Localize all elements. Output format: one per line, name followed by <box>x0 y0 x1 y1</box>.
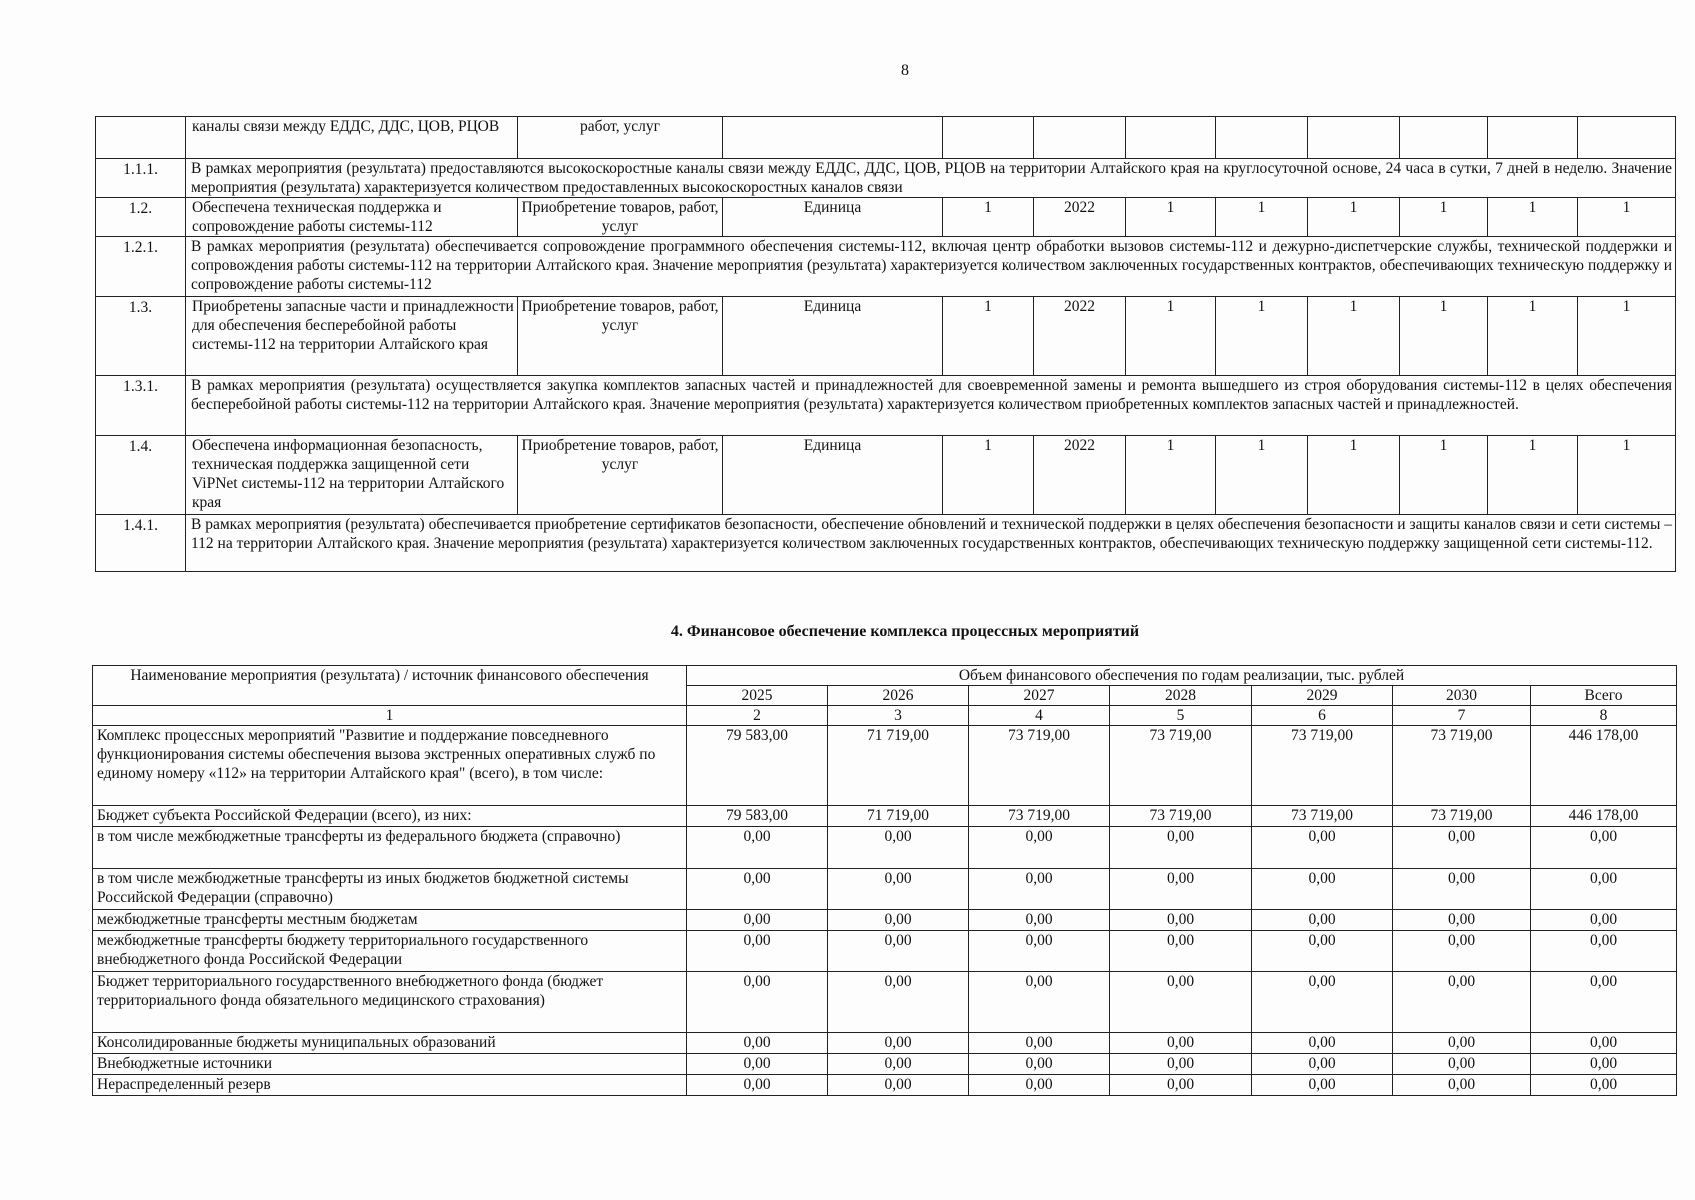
finance-value: 0,00 <box>969 827 1110 869</box>
finance-source: Консолидированные бюджеты муниципальных образований <box>93 1033 687 1054</box>
table-row <box>96 237 1676 297</box>
finance-value: 0,00 <box>969 1075 1110 1096</box>
finance-value: 0,00 <box>969 869 1110 910</box>
finance-source: межбюджетные трансферты бюджету территориального государственного внебюджетного фонда Российской Федерации <box>93 931 687 972</box>
finance-value: 446 178,00 <box>1531 726 1677 806</box>
finance-source: Нераспределенный резерв <box>93 1075 687 1096</box>
finance-value: 71 719,00 <box>828 806 969 827</box>
finance-value: 0,00 <box>1393 931 1531 972</box>
year-header: 2027 <box>969 686 1110 706</box>
row-description: В рамках мероприятия (результата) обеспечивается сопровождение программного обеспечения системы-112, включая центр обработки вызовов системы-112 и дежурно-диспетчерские службы, технической поддержки и сопровождения работы системы-112 на территории Алтайского края. Значение мероприятия (результата) характеризуется количеством заключенных государственных контрактов, обеспечивающих техническую поддержку и сопровождение работы системы-112 <box>186 237 1676 297</box>
finance-source: Бюджет субъекта Российской Федерации (всего), из них: <box>93 806 687 827</box>
finance-value: 0,00 <box>1531 1033 1677 1054</box>
finance-value: 0,00 <box>1110 931 1252 972</box>
finance-value: 0,00 <box>1252 827 1393 869</box>
finance-value: 0,00 <box>1393 869 1531 910</box>
finance-value: 0,00 <box>828 1075 969 1096</box>
finance-value: 0,00 <box>1110 827 1252 869</box>
finance-row <box>93 910 1677 931</box>
finance-value: 0,00 <box>687 1075 828 1096</box>
row-value <box>1308 117 1400 159</box>
finance-value: 0,00 <box>969 931 1110 972</box>
finance-value: 0,00 <box>1110 1054 1252 1075</box>
finance-value: 0,00 <box>687 1033 828 1054</box>
finance-row <box>93 972 1677 1033</box>
table-row <box>96 436 1676 515</box>
finance-value: 0,00 <box>969 1054 1110 1075</box>
finance-value: 0,00 <box>1393 1054 1531 1075</box>
row-type: Приобретение товаров, работ, услуг <box>518 436 723 515</box>
finance-value: 0,00 <box>687 910 828 931</box>
row-name: каналы связи между ЕДДС, ДДС, ЦОВ, РЦОВ <box>186 117 518 159</box>
finance-source: Комплекс процессных мероприятий "Развитие и поддержание повседневного функционирования системы обеспечения вызова экстренных оперативных служб по единому номеру «112» на территории Алтайского края" (всего), в том числе: <box>93 726 687 806</box>
row-value <box>1488 117 1578 159</box>
row-value: 1 <box>1578 436 1676 515</box>
row-value <box>1400 117 1488 159</box>
finance-value: 0,00 <box>1531 1054 1677 1075</box>
finance-value: 79 583,00 <box>687 806 828 827</box>
row-value: 1 <box>1126 436 1216 515</box>
finance-value: 0,00 <box>1252 910 1393 931</box>
row-base-year: 2022 <box>1034 297 1126 376</box>
row-value: 1 <box>1488 436 1578 515</box>
row-base-year: 2022 <box>1034 436 1126 515</box>
finance-value: 0,00 <box>1110 1033 1252 1054</box>
finance-value: 0,00 <box>1252 1054 1393 1075</box>
row-base-value <box>943 117 1034 159</box>
page-number: 8 <box>901 62 909 79</box>
finance-value: 0,00 <box>828 972 969 1033</box>
column-number: 1 <box>93 706 687 726</box>
row-description: В рамках мероприятия (результата) обеспечивается приобретение сертификатов безопасности, обеспечение обновлений и технической поддержки в целях обеспечения безопасности и защиты каналов связи и сети системы – 112 на территории Алтайского края. Значение мероприятия (результата) характеризуется количеством заключенных государственных контрактов, обеспечивающих техническую поддержку защищенной сети системы-112. <box>186 515 1676 572</box>
finance-value: 0,00 <box>1252 1033 1393 1054</box>
finance-row <box>93 931 1677 972</box>
finance-value: 0,00 <box>1531 972 1677 1033</box>
row-number: 1.2. <box>96 198 186 237</box>
finance-value: 0,00 <box>1393 1075 1531 1096</box>
header-volume: Объем финансового обеспечения по годам реализации, тыс. рублей <box>687 666 1677 686</box>
row-number <box>96 117 186 159</box>
row-base-value: 1 <box>943 436 1034 515</box>
finance-value: 0,00 <box>1110 972 1252 1033</box>
column-number: 6 <box>1252 706 1393 726</box>
finance-source: Внебюджетные источники <box>93 1054 687 1075</box>
finance-value: 0,00 <box>1252 1075 1393 1096</box>
row-unit <box>723 117 943 159</box>
finance-value: 73 719,00 <box>1252 806 1393 827</box>
row-number: 1.1.1. <box>96 159 186 198</box>
year-header: Всего <box>1531 686 1677 706</box>
row-value: 1 <box>1578 198 1676 237</box>
row-name: Обеспечена техническая поддержка и сопровождение работы системы-112 <box>186 198 518 237</box>
finance-value: 0,00 <box>969 1033 1110 1054</box>
table-row <box>96 297 1676 376</box>
row-value: 1 <box>1216 297 1308 376</box>
finance-value: 73 719,00 <box>969 726 1110 806</box>
finance-value: 0,00 <box>828 931 969 972</box>
row-unit: Единица <box>723 198 943 237</box>
finance-value: 0,00 <box>687 972 828 1033</box>
finance-value: 0,00 <box>1531 931 1677 972</box>
year-header: 2026 <box>828 686 969 706</box>
activities-table <box>95 116 1676 572</box>
finance-value: 446 178,00 <box>1531 806 1677 827</box>
row-base-year: 2022 <box>1034 198 1126 237</box>
row-value: 1 <box>1488 198 1578 237</box>
finance-value: 0,00 <box>1252 869 1393 910</box>
row-value <box>1216 117 1308 159</box>
table-row <box>96 117 1676 159</box>
row-value: 1 <box>1216 436 1308 515</box>
finance-value: 0,00 <box>1252 931 1393 972</box>
row-value: 1 <box>1216 198 1308 237</box>
finance-value: 0,00 <box>969 972 1110 1033</box>
finance-value: 0,00 <box>969 910 1110 931</box>
row-value <box>1126 117 1216 159</box>
finance-value: 0,00 <box>828 1033 969 1054</box>
finance-row <box>93 1075 1677 1096</box>
row-unit: Единица <box>723 297 943 376</box>
row-name: Обеспечена информационная безопасность, техническая поддержка защищенной сети ViPNet системы-112 на территории Алтайского края <box>186 436 518 515</box>
finance-value: 73 719,00 <box>969 806 1110 827</box>
finance-value: 0,00 <box>1110 910 1252 931</box>
row-base-value: 1 <box>943 198 1034 237</box>
finance-value: 0,00 <box>687 869 828 910</box>
finance-source: в том числе межбюджетные трансферты из иных бюджетов бюджетной системы Российской Федерации (справочно) <box>93 869 687 910</box>
column-number: 4 <box>969 706 1110 726</box>
finance-value: 0,00 <box>1531 869 1677 910</box>
row-value: 1 <box>1400 436 1488 515</box>
finance-source: межбюджетные трансферты местным бюджетам <box>93 910 687 931</box>
finance-value: 0,00 <box>1531 827 1677 869</box>
finance-value: 0,00 <box>687 827 828 869</box>
row-number: 1.4. <box>96 436 186 515</box>
finance-value: 73 719,00 <box>1252 726 1393 806</box>
row-type: Приобретение товаров, работ, услуг <box>518 297 723 376</box>
finance-row <box>93 806 1677 827</box>
row-value: 1 <box>1400 198 1488 237</box>
finance-source: Бюджет территориального государственного внебюджетного фонда (бюджет территориального фонда обязательного медицинского страхования) <box>93 972 687 1033</box>
row-number: 1.2.1. <box>96 237 186 297</box>
row-value: 1 <box>1308 436 1400 515</box>
row-value: 1 <box>1308 198 1400 237</box>
finance-value: 73 719,00 <box>1393 806 1531 827</box>
finance-table <box>92 665 1677 1096</box>
finance-value: 71 719,00 <box>828 726 969 806</box>
table-row <box>96 376 1676 436</box>
column-number: 8 <box>1531 706 1677 726</box>
row-type: Приобретение товаров, работ, услуг <box>518 198 723 237</box>
finance-value: 73 719,00 <box>1110 726 1252 806</box>
finance-value: 0,00 <box>1531 1075 1677 1096</box>
finance-value: 0,00 <box>828 827 969 869</box>
row-name: Приобретены запасные части и принадлежности для обеспечения бесперебойной работы системы-112 на территории Алтайского края <box>186 297 518 376</box>
year-header: 2028 <box>1110 686 1252 706</box>
row-base-year <box>1034 117 1126 159</box>
finance-row <box>93 827 1677 869</box>
row-type: работ, услуг <box>518 117 723 159</box>
table-row <box>96 159 1676 198</box>
finance-value: 73 719,00 <box>1393 726 1531 806</box>
finance-value: 0,00 <box>828 910 969 931</box>
row-description: В рамках мероприятия (результата) осуществляется закупка комплектов запасных частей и принадлежностей для своевременной замены и ремонта вышедшего из строя оборудования системы-112 в целях обеспечения бесперебойной работы системы-112 на территории Алтайского края. Значение мероприятия (результата) характеризуется количеством приобретенных комплектов запасных частей и принадлежностей. <box>186 376 1676 436</box>
finance-value: 0,00 <box>828 1054 969 1075</box>
finance-value: 0,00 <box>1393 1033 1531 1054</box>
finance-value: 0,00 <box>1110 869 1252 910</box>
column-number: 5 <box>1110 706 1252 726</box>
year-header: 2025 <box>687 686 828 706</box>
finance-value: 0,00 <box>687 1054 828 1075</box>
section-title: 4. Финансовое обеспечение комплекса процессных мероприятий <box>670 623 1140 640</box>
finance-source: в том числе межбюджетные трансферты из федерального бюджета (справочно) <box>93 827 687 869</box>
column-number: 2 <box>687 706 828 726</box>
row-value: 1 <box>1308 297 1400 376</box>
finance-row <box>93 726 1677 806</box>
row-unit: Единица <box>723 436 943 515</box>
table-row <box>96 515 1676 572</box>
finance-row <box>93 1054 1677 1075</box>
year-header: 2030 <box>1393 686 1531 706</box>
finance-value: 0,00 <box>1393 972 1531 1033</box>
row-value: 1 <box>1578 297 1676 376</box>
finance-value: 0,00 <box>1252 972 1393 1033</box>
finance-value: 0,00 <box>1531 910 1677 931</box>
column-number: 7 <box>1393 706 1531 726</box>
row-base-value: 1 <box>943 297 1034 376</box>
finance-value: 79 583,00 <box>687 726 828 806</box>
finance-value: 0,00 <box>1393 827 1531 869</box>
finance-row <box>93 1033 1677 1054</box>
row-value: 1 <box>1126 297 1216 376</box>
column-number: 3 <box>828 706 969 726</box>
row-value <box>1578 117 1676 159</box>
row-number: 1.3. <box>96 297 186 376</box>
row-value: 1 <box>1126 198 1216 237</box>
table-row <box>96 198 1676 237</box>
row-description: В рамках мероприятия (результата) предоставляются высокоскоростные каналы связи между ЕДДС, ДДС, ЦОВ, РЦОВ на территории Алтайского края на круглосуточной основе, 24 часа в сутки, 7 дней в неделю. Значение мероприятия (результата) характеризуется количеством предоставленных высокоскоростных каналов связи <box>186 159 1676 198</box>
row-number: 1.3.1. <box>96 376 186 436</box>
row-value: 1 <box>1400 297 1488 376</box>
row-number: 1.4.1. <box>96 515 186 572</box>
year-header: 2029 <box>1252 686 1393 706</box>
finance-value: 73 719,00 <box>1110 806 1252 827</box>
finance-row <box>93 869 1677 910</box>
finance-value: 0,00 <box>828 869 969 910</box>
finance-value: 0,00 <box>687 931 828 972</box>
row-value: 1 <box>1488 297 1578 376</box>
finance-value: 0,00 <box>1110 1075 1252 1096</box>
finance-value: 0,00 <box>1393 910 1531 931</box>
header-name: Наименование мероприятия (результата) / источник финансового обеспечения <box>93 666 687 706</box>
